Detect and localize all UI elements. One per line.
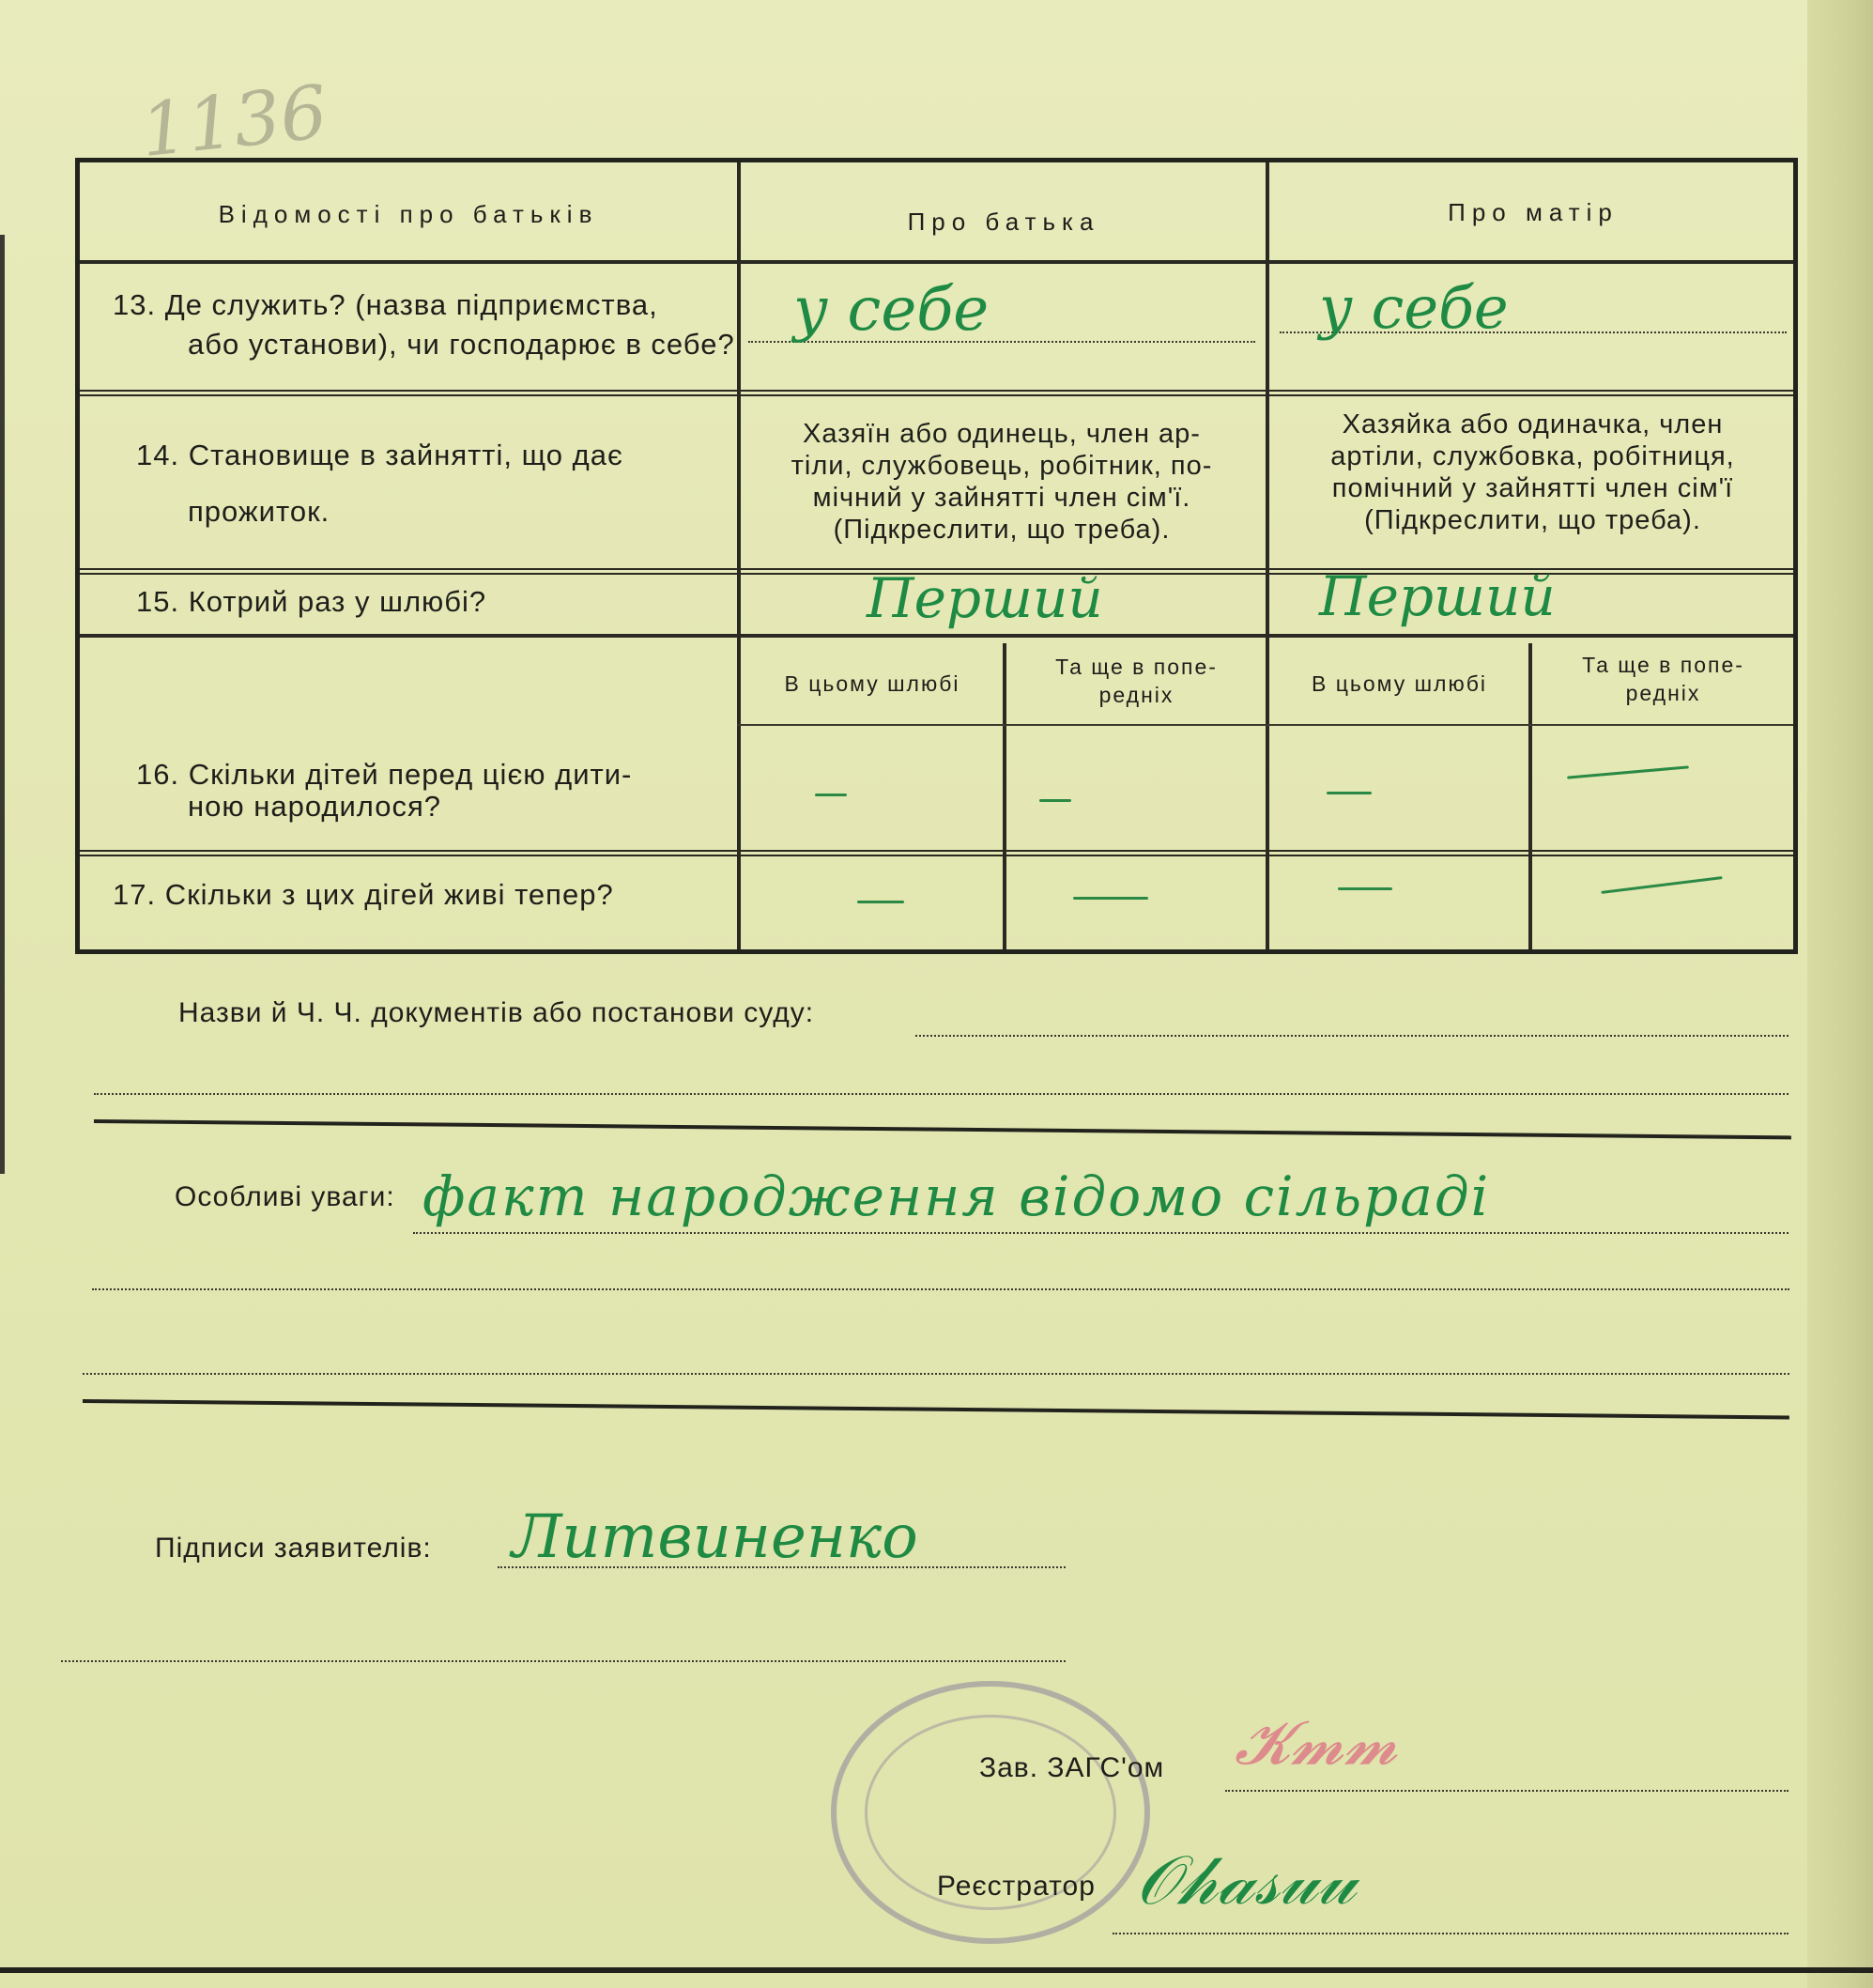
q13-mother-answer: у себе bbox=[1319, 273, 1509, 342]
q13-father-answer: у себе bbox=[793, 275, 990, 345]
q16-father-prev-dash bbox=[1039, 799, 1071, 802]
q14-mother-option-l2: артіли, службовка, робітниця, bbox=[1330, 441, 1735, 471]
zags-dotline bbox=[1225, 1790, 1789, 1792]
header-father: Про батька bbox=[907, 208, 1100, 236]
page-left-edge bbox=[0, 235, 16, 1174]
q14-mother-option-l1: Хазяйка або одиначка, член bbox=[1342, 409, 1724, 439]
documents-label: Назви й Ч. Ч. документів або постанови суду: bbox=[178, 997, 815, 1028]
archive-number: 1136 bbox=[136, 69, 331, 175]
row16-subheader-line bbox=[737, 724, 1793, 726]
remarks-dotline-2 bbox=[92, 1288, 1789, 1290]
q14-mother-option-l4: (Підкреслити, що треба). bbox=[1364, 505, 1701, 535]
q17-mother-prev-dash bbox=[1601, 876, 1722, 894]
registrar-signature: 𝒪𝒽𝒶𝓈𝓊𝓊 bbox=[1136, 1841, 1357, 1919]
q14-label-line1: 14. Становище в зайнятті, що дає bbox=[136, 439, 623, 471]
col-divider-mother-sub bbox=[1528, 643, 1532, 949]
q13-label-line1: 13. Де служить? (назва підприємства, bbox=[113, 288, 658, 321]
q17-label: 17. Скільки з цих дігей живі тепер? bbox=[113, 878, 614, 911]
documents-dotline-2 bbox=[94, 1093, 1789, 1095]
signatures-label: Підписи заявителів: bbox=[155, 1533, 432, 1564]
q17-mother-this-dash bbox=[1338, 887, 1392, 890]
q16-father-prev-l2: редніх bbox=[1098, 683, 1174, 707]
zags-head-signature: 𝓚𝓶𝓶 bbox=[1235, 1709, 1398, 1779]
q16-father-this-dash bbox=[815, 794, 847, 796]
row13-bottom-line bbox=[80, 390, 1793, 396]
zags-head-label: Зав. ЗАГС'ом bbox=[979, 1752, 1165, 1783]
q16-mother-prev-dash bbox=[1567, 765, 1689, 778]
page-bottom-line bbox=[0, 1967, 1873, 1973]
remarks-dotline-1 bbox=[413, 1232, 1789, 1234]
official-stamp bbox=[831, 1681, 1150, 1944]
remarks-label: Особливі уваги: bbox=[175, 1181, 395, 1212]
q16-father-prev-l1: Та ще в попе- bbox=[1055, 655, 1218, 679]
signatures-dotline-1 bbox=[498, 1566, 1066, 1568]
header-mother: Про матір bbox=[1448, 198, 1619, 226]
remarks-value: факт народження відомо сільраді bbox=[422, 1164, 1491, 1228]
row16-bottom-line bbox=[80, 850, 1793, 856]
q13-label-line2: або установи), чи господарює в себе? bbox=[188, 328, 735, 361]
header-bottom-line bbox=[80, 260, 1793, 264]
q16-mother-prev-l2: редніх bbox=[1625, 681, 1701, 705]
q16-label-line1: 16. Скільки дітей перед цією дити- bbox=[136, 758, 633, 791]
q16-mother-this-dash bbox=[1327, 792, 1372, 794]
col-divider-1 bbox=[737, 162, 741, 949]
documents-dotline-1 bbox=[915, 1035, 1789, 1037]
q14-father-option-l4: (Підкреслити, що треба). bbox=[833, 515, 1171, 545]
q14-mother-option-l3: помічний у зайнятті член сім'ї bbox=[1331, 473, 1734, 503]
q16-father-this-marriage: В цьому шлюбі bbox=[784, 671, 960, 696]
q14-father-option-l2: тіли, службовець, робітник, по- bbox=[791, 451, 1213, 481]
q16-mother-prev-l1: Та ще в попе- bbox=[1582, 653, 1744, 677]
q14-father-option-l1: Хазяїн або одинець, член ар- bbox=[803, 419, 1201, 449]
signatures-value: Литвиненко bbox=[512, 1503, 918, 1572]
q15-father-answer: Перший bbox=[867, 566, 1103, 630]
header-parents-info: Відомості про батьків bbox=[218, 200, 599, 228]
remarks-dotline-3 bbox=[83, 1373, 1789, 1375]
page-edge-strip bbox=[1807, 0, 1873, 1988]
q17-father-this-dash bbox=[857, 901, 904, 903]
row15-bottom-line bbox=[80, 634, 1793, 638]
q17-father-prev-dash bbox=[1073, 897, 1148, 900]
q15-mother-answer: Перший bbox=[1319, 564, 1556, 628]
col-divider-2 bbox=[1266, 162, 1269, 949]
q14-father-option-l3: мічний у зайнятті член сім'ї. bbox=[812, 483, 1191, 513]
q16-label-line2: ною народилося? bbox=[188, 790, 441, 823]
q15-label: 15. Котрий раз у шлюбі? bbox=[136, 585, 487, 618]
registrar-label: Реєстратор bbox=[937, 1871, 1096, 1902]
registrar-dotline bbox=[1113, 1933, 1789, 1934]
signatures-dotline-2 bbox=[61, 1660, 1066, 1662]
q16-mother-this-marriage: В цьому шлюбі bbox=[1311, 671, 1488, 696]
q14-label-line2: прожиток. bbox=[188, 495, 330, 528]
parents-info-table bbox=[75, 158, 1798, 954]
